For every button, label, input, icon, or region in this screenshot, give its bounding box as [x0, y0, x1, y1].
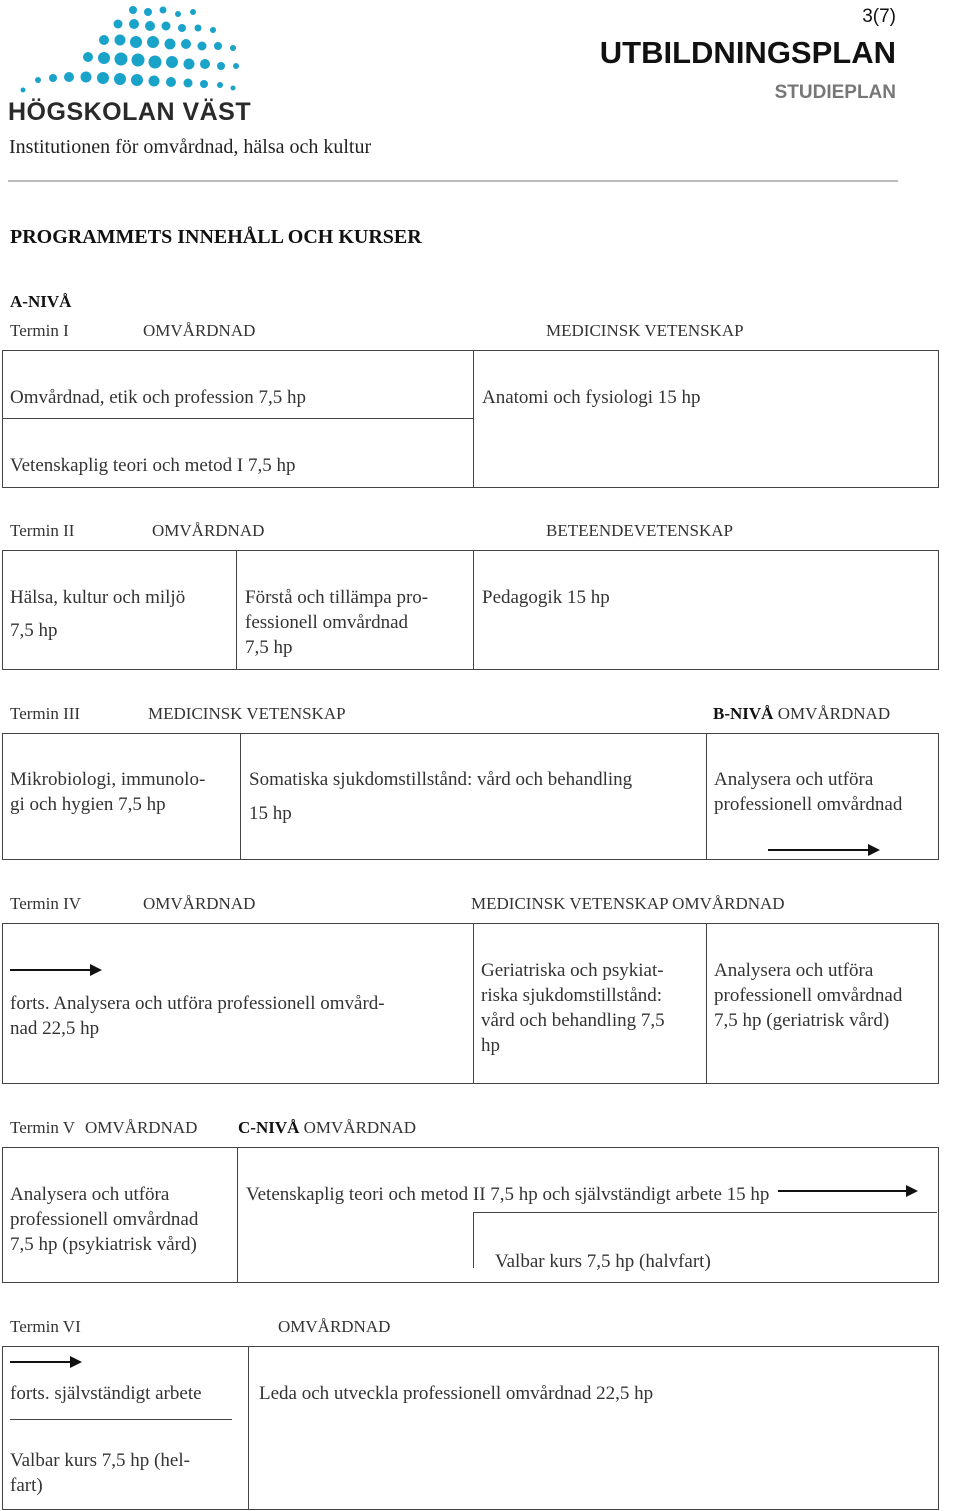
course-halsa-kultur: [10, 585, 185, 643]
course-analysera-psykiatrisk-line2: professionell omvårdnad: [10, 1209, 199, 1230]
term-4-subject-medicinsk-omvardnad: MEDICINSK VETENSKAP OMVÅRDNAD: [471, 894, 785, 913]
course-geriatriska-line3: vård och behandling 7,5: [481, 1010, 665, 1031]
course-omvardnad-etik: Omvårdnad, etik och profession 7,5 hp: [10, 387, 307, 408]
course-analysera-b-line1: Analysera och utföra: [714, 769, 874, 790]
course-geriatriska-line4: hp: [481, 1035, 500, 1056]
term-2-divider-v1: [236, 550, 237, 670]
logo-wordmark: HÖGSKOLAN VÄST: [8, 98, 252, 126]
course-forsta-tillampa: [245, 585, 428, 660]
course-analysera-b: [714, 767, 902, 817]
course-somatiska-line2: 15 hp: [249, 803, 292, 824]
course-mikrobiologi: [10, 767, 205, 817]
document-subtitle: STUDIEPLAN: [774, 82, 896, 103]
term-4-subject-omvardnad: OMVÅRDNAD: [143, 894, 256, 913]
term-3-divider-v1: [240, 733, 241, 860]
course-analysera-geriatrisk: [714, 958, 902, 1033]
level-a-heading: A-NIVÅ: [10, 292, 72, 311]
level-c-heading: C-NIVÅ: [238, 1118, 300, 1137]
course-valbar-helfart-line1: Valbar kurs 7,5 hp (hel-: [10, 1450, 190, 1471]
course-geriatriska: [481, 958, 665, 1058]
term-3-divider-v2: [706, 733, 707, 860]
level-b-heading: B-NIVÅ: [713, 704, 774, 723]
term-1-divider-h: [2, 418, 473, 419]
term-2-subject-beteende: BETEENDEVETENSKAP: [546, 521, 733, 540]
course-vetenskaplig-teori-1: Vetenskaplig teori och metod I 7,5 hp: [10, 455, 296, 476]
course-analysera-geriatrisk-line1: Analysera och utföra: [714, 960, 874, 981]
course-valbar-helfart: [10, 1448, 190, 1498]
term-5-divider-v1: [237, 1147, 238, 1283]
term-4-divider-v2: [706, 923, 707, 1084]
logo-dots-graphic: [8, 2, 248, 97]
course-vetenskaplig-teori-2: Vetenskaplig teori och metod II 7,5 hp och självständigt arbete 15 hp: [246, 1184, 770, 1205]
course-geriatriska-line2: riska sjukdomstillstånd:: [481, 985, 663, 1006]
document-title: UTBILDNINGSPLAN: [599, 35, 896, 70]
term-4-divider-v1: [473, 923, 474, 1084]
term-3-label: Termin III: [10, 704, 81, 723]
course-forts-analysera-line1: forts. Analysera och utföra professionell omvård-: [10, 993, 385, 1014]
course-pedagogik: Pedagogik 15 hp: [482, 587, 610, 608]
term-5-subject-omvardnad-c: OMVÅRDNAD: [303, 1118, 417, 1137]
course-forsta-line3: 7,5 hp: [245, 637, 293, 658]
section-title: PROGRAMMETS INNEHÅLL OCH KURSER: [10, 226, 422, 248]
term-6-divider-v1: [248, 1346, 249, 1510]
course-somatiska: [249, 767, 632, 826]
continue-arrow-icon: [768, 849, 878, 851]
course-analysera-psykiatrisk-line3: 7,5 hp (psykiatrisk vård): [10, 1234, 197, 1255]
course-leda-utveckla: Leda och utveckla professionell omvårdnad 22,5 hp: [259, 1383, 654, 1404]
course-analysera-geriatrisk-line2: professionell omvårdnad: [714, 985, 903, 1006]
course-analysera-b-line2: professionell omvårdnad: [714, 794, 903, 815]
term-2-label: Termin II: [10, 521, 75, 540]
term-3-subject-omvardnad: OMVÅRDNAD: [777, 704, 891, 723]
term-5-header: [10, 1118, 197, 1138]
course-forsta-line1: Förstå och tillämpa pro-: [245, 587, 429, 608]
course-forsta-line2: fessionell omvårdnad: [245, 612, 409, 633]
term-1-label: Termin I: [10, 321, 69, 340]
term-5-divider-h: [473, 1212, 937, 1213]
course-forts-analysera-line2: nad 22,5 hp: [10, 1018, 100, 1039]
term-5-label: Termin V: [10, 1118, 75, 1137]
course-analysera-geriatrisk-line3: 7,5 hp (geriatrisk vård): [714, 1010, 890, 1031]
course-somatiska-line1: Somatiska sjukdomstillstånd: vård och behandling: [249, 769, 633, 790]
continue-arrow-icon: [778, 1190, 916, 1192]
course-geriatriska-line1: Geriatriska och psykiat-: [481, 960, 664, 981]
term-5-divider-v2: [473, 1212, 474, 1268]
term-5-level-c: [238, 1118, 416, 1138]
course-forts-sjalvstandigt: forts. självständigt arbete: [10, 1383, 202, 1404]
term-3-level-b: [713, 704, 890, 724]
header-divider: [8, 180, 898, 182]
course-mikrobiologi-line2: gi och hygien 7,5 hp: [10, 794, 166, 815]
course-halsa-kultur-line1: Hälsa, kultur och miljö: [10, 587, 186, 608]
continue-arrow-icon: [10, 1361, 80, 1363]
institution-name: Institutionen för omvårdnad, hälsa och kultur: [9, 136, 372, 158]
course-analysera-psykiatrisk: [10, 1182, 198, 1257]
term-6-divider-h: [10, 1419, 232, 1420]
term-4-label: Termin IV: [10, 894, 82, 913]
page-number: 3(7): [862, 6, 896, 27]
term-1-divider-v: [473, 350, 474, 488]
term-2-divider-v2: [473, 550, 474, 670]
term-5-subject-omvardnad: OMVÅRDNAD: [85, 1118, 198, 1137]
term-6-label: Termin VI: [10, 1317, 81, 1336]
logo: [8, 2, 252, 127]
term-6-subject-omvardnad: OMVÅRDNAD: [278, 1317, 391, 1336]
course-valbar-halvfart: Valbar kurs 7,5 hp (halvfart): [495, 1251, 711, 1272]
course-mikrobiologi-line1: Mikrobiologi, immunolo-: [10, 769, 206, 790]
course-halsa-kultur-line2: 7,5 hp: [10, 620, 58, 641]
term-1-subject-omvardnad: OMVÅRDNAD: [143, 321, 256, 340]
term-1-subject-medicinsk: MEDICINSK VETENSKAP: [546, 321, 744, 340]
term-2-subject-omvardnad: OMVÅRDNAD: [152, 521, 265, 540]
course-analysera-psykiatrisk-line1: Analysera och utföra: [10, 1184, 170, 1205]
term-3-subject-medicinsk: MEDICINSK VETENSKAP: [148, 704, 346, 723]
continue-arrow-icon: [10, 969, 100, 971]
course-anatomi-fysiologi: Anatomi och fysiologi 15 hp: [482, 387, 701, 408]
course-forts-analysera: [10, 991, 385, 1041]
course-valbar-helfart-line2: fart): [10, 1475, 43, 1496]
